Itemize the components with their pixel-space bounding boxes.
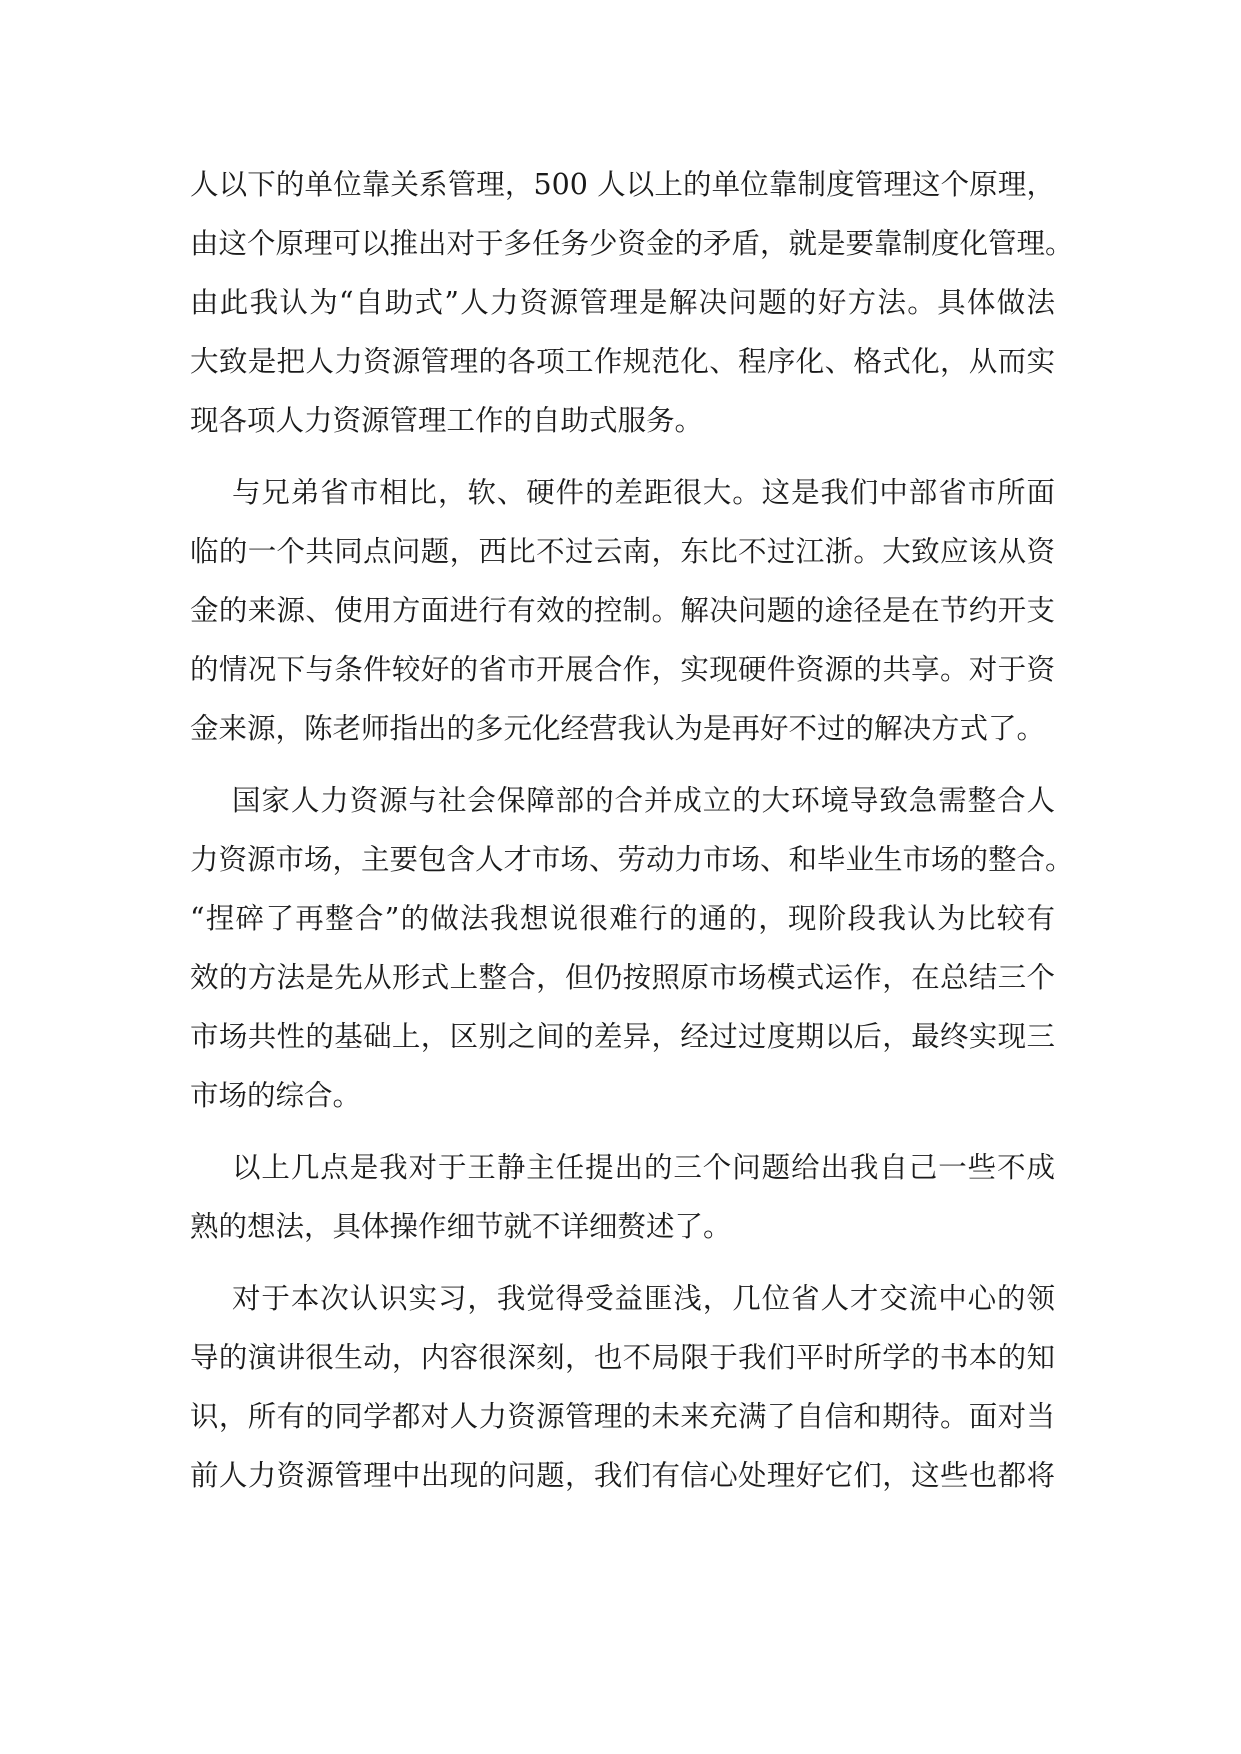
text-line: 市场共性的基础上，区别之间的差异，经过过度期以后，最终实现三: [190, 1020, 1055, 1053]
text-line: 前人力资源管理中出现的问题，我们有信心处理好它们，这些也都将: [190, 1459, 1055, 1492]
body-text: [190, 155, 1074, 1505]
text-line: 由此我认为“自助式”人力资源管理是解决问题的好方法。具体做法: [190, 286, 1055, 319]
text-line: 市场的综合。: [190, 1079, 362, 1112]
text-line: 金来源，陈老师指出的多元化经营我认为是再好不过的解决方式了。: [190, 712, 1046, 745]
text-line: 以上几点是我对于王静主任提出的三个问题给出我自己一些不成: [232, 1151, 1055, 1184]
paragraph: [190, 155, 1074, 450]
paragraph: [190, 771, 1074, 1125]
paragraph: [190, 1269, 1055, 1505]
text-line: 力资源市场，主要包含人才市场、劳动力市场、和毕业生市场的整合。: [190, 843, 1074, 876]
text-line: 人以下的单位靠关系管理，500 人以上的单位靠制度管理这个原理，: [190, 168, 1055, 201]
text-line: 由这个原理可以推出对于多任务少资金的矛盾，就是要靠制度化管理。: [190, 227, 1074, 260]
text-line: 效的方法是先从形式上整合，但仍按照原市场模式运作，在总结三个: [190, 961, 1055, 994]
text-line: 现各项人力资源管理工作的自助式服务。: [190, 404, 704, 437]
text-line: 国家人力资源与社会保障部的合并成立的大环境导致急需整合人: [232, 784, 1055, 817]
paragraph: [190, 1138, 1055, 1256]
text-line: “捏碎了再整合”的做法我想说很难行的通的，现阶段我认为比较有: [190, 902, 1055, 935]
paragraph-gap: [190, 1125, 1055, 1138]
paragraph-gap: [190, 450, 1055, 463]
text-line: 对于本次认识实习，我觉得受益匪浅，几位省人才交流中心的领: [232, 1282, 1055, 1315]
text-line: 大致是把人力资源管理的各项工作规范化、程序化、格式化，从而实: [190, 345, 1055, 378]
text-line: 导的演讲很生动，内容很深刻，也不局限于我们平时所学的书本的知: [190, 1341, 1055, 1374]
text-line: 临的一个共同点问题，西比不过云南，东比不过江浙。大致应该从资: [190, 535, 1055, 568]
text-line: 的情况下与条件较好的省市开展合作，实现硬件资源的共享。对于资: [190, 653, 1055, 686]
text-line: 识，所有的同学都对人力资源管理的未来充满了自信和期待。面对当: [190, 1400, 1055, 1433]
paragraph-gap: [190, 758, 1055, 771]
paragraph: [190, 463, 1055, 758]
text-line: 金的来源、使用方面进行有效的控制。解决问题的途径是在节约开支: [190, 594, 1055, 627]
text-line: 与兄弟省市相比，软、硬件的差距很大。这是我们中部省市所面: [232, 476, 1055, 509]
paragraph-gap: [190, 1256, 1055, 1269]
text-line: 熟的想法，具体操作细节就不详细赘述了。: [190, 1210, 732, 1243]
